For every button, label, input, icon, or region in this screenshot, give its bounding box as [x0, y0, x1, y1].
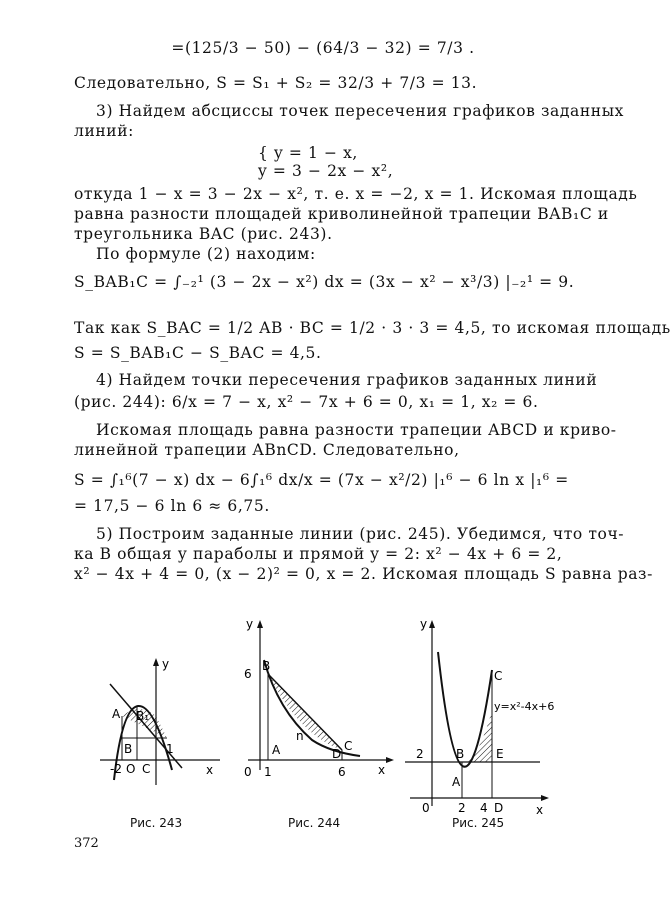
text-line: линейной трапеции ABnCD. Следовательно,: [74, 441, 460, 459]
label-D: D: [332, 747, 342, 761]
shaded-region: [462, 710, 492, 762]
equation-line: =(125/3 − 50) − (64/3 − 32) = 7/3 .: [171, 39, 475, 57]
label-n: n: [296, 729, 304, 743]
figure-243: [100, 657, 220, 785]
label-one: 1: [166, 742, 174, 756]
label-two-y: 2: [416, 747, 424, 761]
caption-245: Рис. 245: [452, 816, 505, 830]
label-B: B: [124, 742, 133, 756]
text-line: x² − 4x + 4 = 0, (x − 2)² = 0, x = 2. Искомая площадь S равна раз-: [74, 565, 653, 583]
text-line: Следовательно, S = S₁ + S₂ = 32/3 + 7/3 = 13.: [74, 74, 478, 92]
x-label: x: [536, 803, 544, 817]
label-C: C: [344, 739, 353, 753]
text-line: 5) Построим заданные линии (рис. 245). Убедимся, что точ-: [96, 525, 625, 543]
text-line: S = S_BAB₁C − S_BAC = 4,5.: [74, 344, 322, 362]
label-C: C: [494, 669, 503, 683]
label-six-y: 6: [244, 667, 252, 681]
label-two-x: 2: [458, 801, 466, 815]
text-line: Так как S_BAC = 1/2 AB · BC = 1/2 · 3 · 3 = 4,5, то искомая площадь: [74, 319, 671, 337]
x-label: x: [378, 763, 386, 777]
label-A: A: [112, 707, 121, 721]
system-line-1: { y = 1 − x,: [258, 144, 358, 162]
y-label: y: [420, 617, 428, 631]
text-line: = 17,5 − 6 ln 6 ≈ 6,75.: [74, 497, 270, 515]
line-BC: [268, 674, 342, 750]
y-arrow: [153, 658, 159, 666]
label-C: C: [142, 762, 151, 776]
text-line: 3) Найдем абсциссы точек пересечения графиков заданных: [96, 102, 625, 120]
caption-244: Рис. 244: [288, 816, 341, 830]
text-line: 4) Найдем точки пересечения графиков заданных линий: [96, 371, 598, 389]
label-six-x: 6: [338, 765, 346, 779]
text-line: По формуле (2) находим:: [96, 245, 316, 263]
text-line: линий:: [74, 122, 134, 140]
x-label: x: [206, 763, 214, 777]
label-origin: 0: [422, 801, 430, 815]
page-number: 372: [74, 836, 99, 851]
label-origin: 0: [244, 765, 252, 779]
label-B1: B₁: [136, 709, 150, 723]
label-A: A: [452, 775, 461, 789]
text-line: ка B общая у параболы и прямой y = 2: x² − 4x + 6 = 2,: [74, 545, 563, 563]
parabola-equation: y=x²-4x+6: [494, 700, 555, 713]
label-D: D: [494, 801, 504, 815]
caption-243: Рис. 243: [130, 816, 183, 830]
text-line: треугольника BAC (рис. 243).: [74, 225, 333, 243]
y-label: y: [246, 617, 254, 631]
label-one: 1: [264, 765, 272, 779]
label-four: 4: [480, 801, 488, 815]
x-arrow: [386, 757, 394, 763]
text-line: откуда 1 − x = 3 − 2x − x², т. е. x = −2, x = 1. Искомая площадь: [74, 185, 638, 203]
integral-equation: S = ∫₁⁶(7 − x) dx − 6∫₁⁶ dx/x = (7x − x²/2) |₁⁶ − 6 ln x |₁⁶ =: [74, 471, 569, 489]
text-line: равна разности площадей криволинейной трапеции BAB₁C и: [74, 205, 609, 223]
system-line-2: y = 3 − 2x − x²,: [258, 162, 394, 180]
label-A: A: [272, 743, 281, 757]
label-O: O: [126, 762, 136, 776]
integral-equation: S_BAB₁C = ∫₋₂¹ (3 − 2x − x²) dx = (3x − x² − x³/3) |₋₂¹ = 9.: [74, 273, 575, 291]
label-B: B: [456, 747, 465, 761]
figure-245: [405, 617, 554, 817]
y-label: y: [162, 657, 170, 671]
text-line: Искомая площадь равна разности трапеции ABCD и криво-: [96, 421, 617, 439]
figures-row: [60, 610, 580, 860]
y-arrow: [429, 620, 435, 628]
y-arrow: [257, 620, 263, 628]
text-line: (рис. 244): 6/x = 7 − x, x² − 7x + 6 = 0, x₁ = 1, x₂ = 6.: [74, 393, 539, 411]
x-arrow: [541, 795, 549, 801]
figure-244: [244, 617, 394, 779]
label-E: E: [496, 747, 504, 761]
label-B: B: [262, 659, 271, 673]
label-minus-two: -2: [110, 762, 122, 776]
